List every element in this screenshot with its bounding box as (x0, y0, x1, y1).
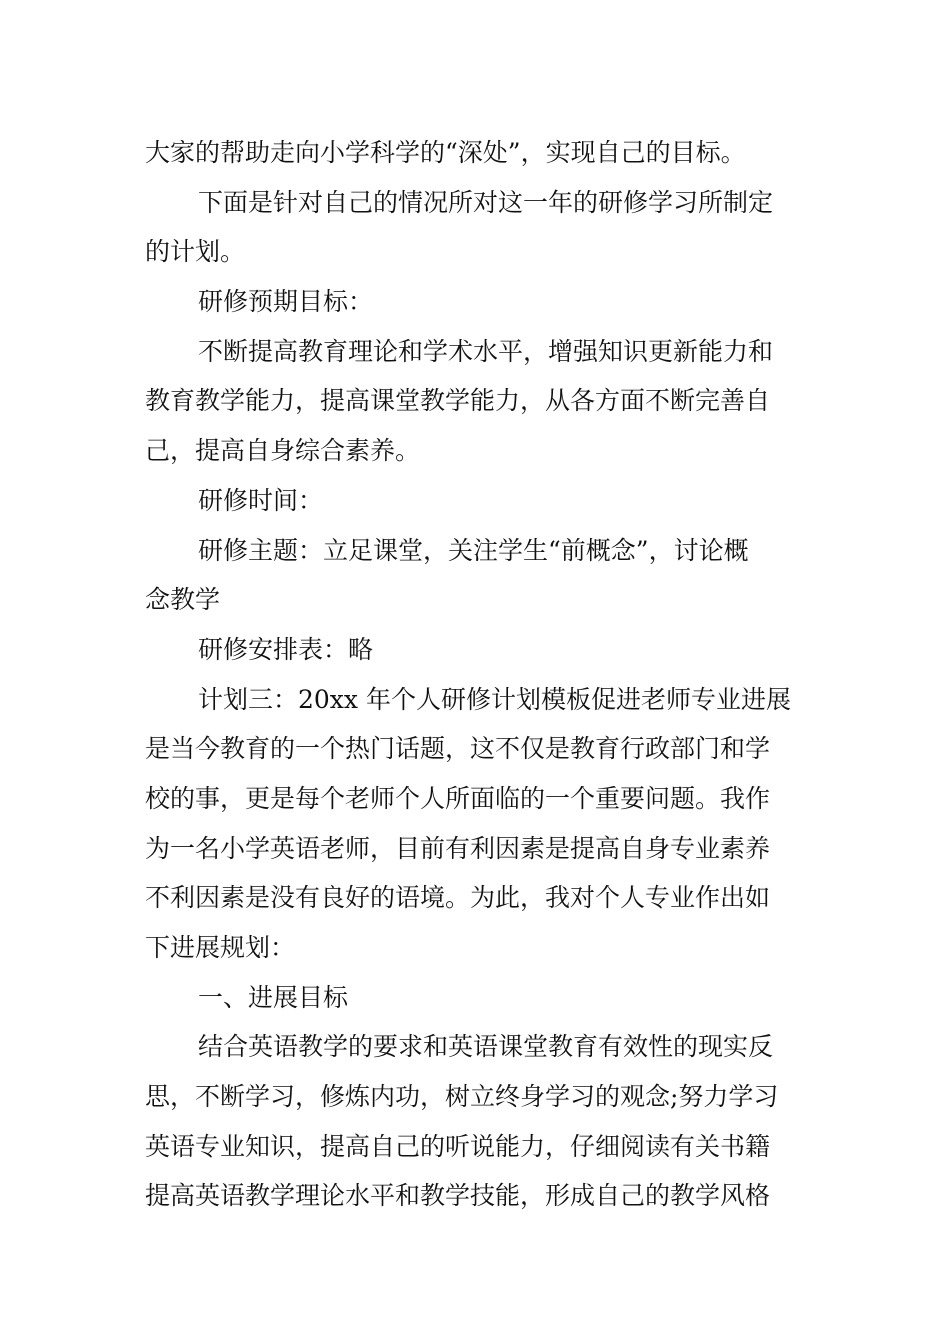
document-body (145, 128, 810, 1221)
section-label: 研修时间： (198, 485, 324, 515)
text-line: 的计划。 (145, 237, 246, 267)
text-line: 下进展规划： (145, 933, 296, 962)
section-label: 研修安排表：略 (198, 634, 374, 664)
section-heading: 一、进展目标 (198, 982, 349, 1012)
text-line: 思，不断学习，修炼内功，树立终身学习的观念;努力学习 (145, 1082, 779, 1112)
text-line: 英语专业知识，提高自己的听说能力，仔细阅读有关书籍 (145, 1131, 771, 1161)
text-line: 结合英语教学的要求和英语课堂教育有效性的现实反 (198, 1032, 774, 1062)
text-line: 不利因素是没有良好的语境。为此，我对个人专业作出如 (145, 883, 771, 913)
text-line: 校的事，更是每个老师个人所面临的一个重要问题。我作 (145, 783, 771, 813)
text-line: 计划三：20xx 年个人研修计划模板促进老师专业进展 (198, 684, 791, 714)
text-line: 研修主题：立足课堂，关注学生“前概念”，讨论概 (198, 535, 749, 565)
section-label: 研修预期目标： (198, 287, 374, 317)
text-line: 下面是针对自己的情况所对这一年的研修学习所制定 (198, 187, 774, 217)
text-line: 教育教学能力，提高课堂教学能力，从各方面不断完善自 (145, 386, 771, 416)
text-line: 是当今教育的一个热门话题，这不仅是教育行政部门和学 (145, 734, 771, 764)
text-line: 不断提高教育理论和学术水平，增强知识更新能力和 (198, 336, 774, 366)
text-line: 念教学 (145, 585, 221, 615)
text-line: 为一名小学英语老师，目前有利因素是提高自身专业素养 (145, 833, 771, 863)
text-line: 提高英语教学理论水平和教学技能，形成自己的教学风格 (145, 1181, 771, 1211)
text-line: 己，提高自身综合素养。 (145, 436, 421, 466)
text-line: 大家的帮助走向小学科学的“深处”，实现自己的目标。 (145, 138, 746, 167)
